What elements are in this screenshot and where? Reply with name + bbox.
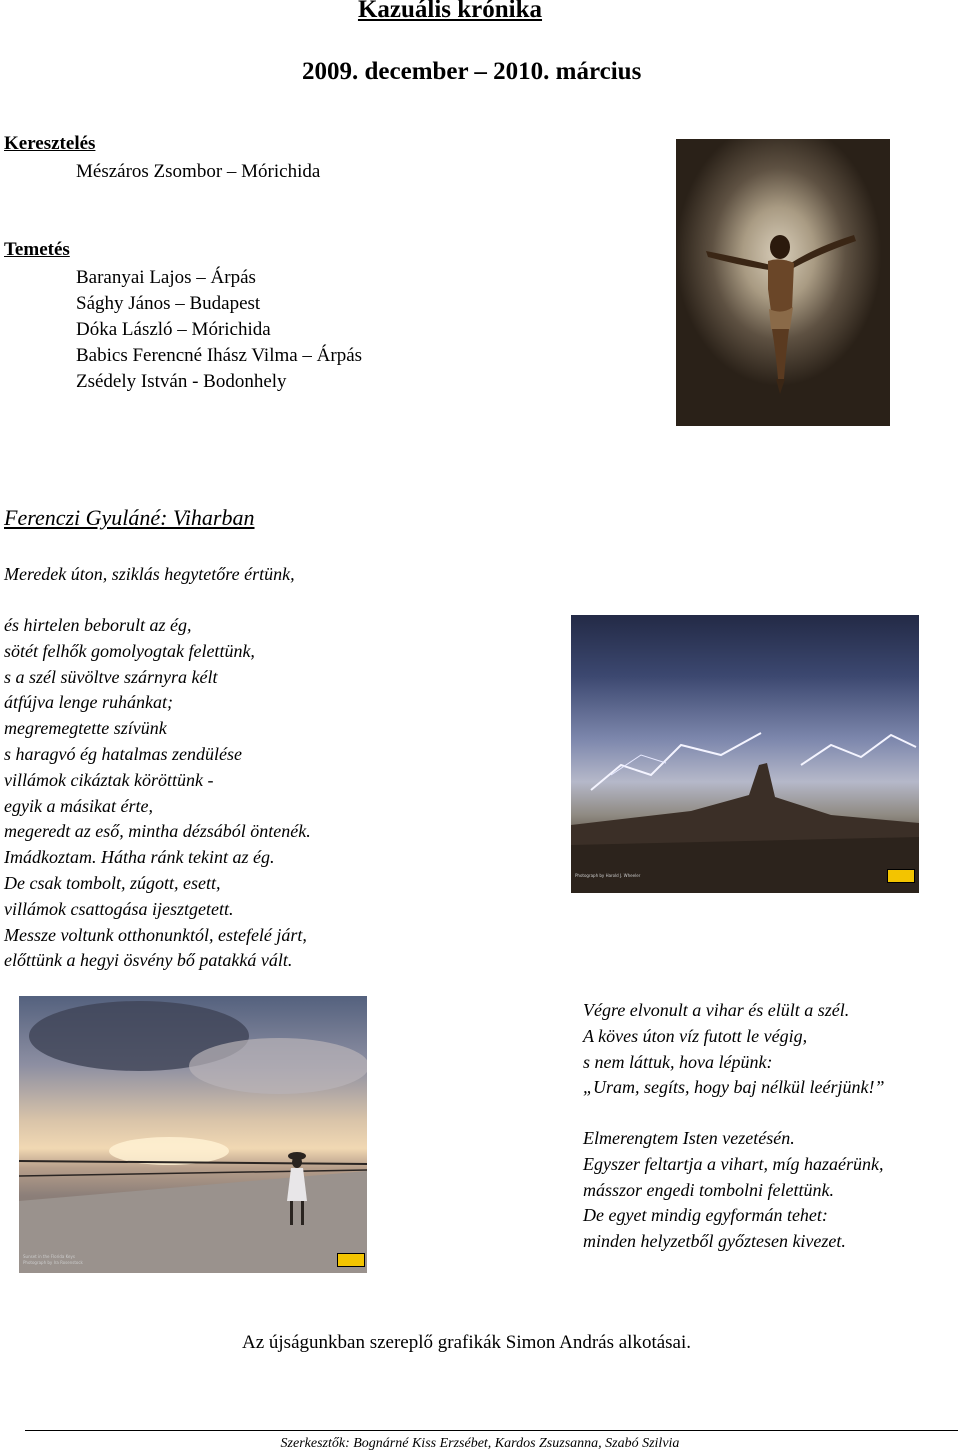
- poem-line: és hirtelen beborult az ég,: [4, 615, 192, 635]
- graphics-credit: Az újságunkban szereplő grafikák Simon András alkotásai.: [242, 1332, 692, 1353]
- sunset-caption-title: Sunset in the Florida Keys: [23, 1254, 75, 1259]
- funeral-entry: Zsédely István - Bodonhely: [76, 371, 287, 392]
- poem-stanza-3: [583, 1126, 883, 1255]
- lightning-caption: Photograph by Harold J. Wheeler: [575, 873, 641, 878]
- poem-line: megeredt az eső, mintha dézsából öntenék.: [4, 821, 311, 842]
- baptism-entry: Mészáros Zsombor – Mórichida: [76, 161, 321, 182]
- poem-line: „Uram, segíts, hogy baj nélkül leérjünk!”: [583, 1077, 885, 1098]
- poem-line: másszor engedi tombolni felettünk.: [583, 1179, 834, 1200]
- poem-line: Egyszer feltartja a vihart, míg hazaérünk,: [583, 1153, 884, 1174]
- footer-rule: [25, 1430, 958, 1431]
- funeral-entry: Baranyai Lajos – Árpás: [76, 267, 256, 288]
- national-geographic-logo: [887, 869, 915, 883]
- poem-line: De csak tombolt, zúgott, esett,: [4, 872, 221, 893]
- funeral-heading: Temetés: [4, 239, 70, 260]
- page-title: Kazuális krónika: [357, 0, 543, 23]
- poem-line: Elmerengtem Isten vezetésén.: [583, 1128, 795, 1148]
- sunset-pier-photo: [19, 996, 367, 1273]
- date-range: 2009. december – 2010. március: [302, 58, 642, 85]
- poem-line: s a szél süvöltve szárnyra kélt: [4, 666, 218, 687]
- poem-line: minden helyzetből győztesen kivezet.: [583, 1231, 846, 1252]
- crucifix-photo: [676, 139, 890, 426]
- poem-line: Imádkoztam. Hátha ránk tekint az ég.: [4, 847, 275, 868]
- poem-stanza-2: [583, 998, 884, 1101]
- poem-line: Messze voltunk otthonunktól, estefelé járt,: [4, 924, 307, 945]
- poem-line: s haragvó ég hatalmas zendülése: [4, 743, 242, 764]
- poem-line: A köves úton víz futott le végig,: [583, 1025, 808, 1046]
- poem-title: Ferenczi Gyuláné: Viharban: [4, 505, 255, 530]
- lightning-scene: [571, 615, 919, 893]
- poem-line: sötét felhők gomolyogtak felettünk,: [4, 640, 255, 661]
- poem-line: Végre elvonult a vihar és elült a szél.: [583, 1000, 850, 1020]
- poem-line: átfújva lenge ruhánkat;: [4, 692, 173, 713]
- poem-line: előttünk a hegyi ösvény bő patakká vált.: [4, 950, 293, 971]
- poem-first-line: Meredek úton, sziklás hegytetőre értünk,: [4, 564, 295, 584]
- poem-line: s nem láttuk, hova lépünk:: [583, 1051, 773, 1072]
- poem-stanza-1: [4, 613, 311, 974]
- editors-footer: Szerkesztők: Bognárné Kiss Erzsébet, Kardos Zsuzsanna, Szabó Szilvia: [280, 1436, 680, 1451]
- funeral-entry: Babics Ferencné Ihász Vilma – Árpás: [76, 345, 363, 366]
- poem-line: villámok cikáztak köröttünk -: [4, 769, 214, 790]
- poem-line: megremegtette szívünk: [4, 718, 167, 739]
- baptism-heading: Keresztelés: [4, 133, 96, 154]
- funeral-entry: Dóka László – Mórichida: [76, 319, 271, 340]
- crucifix-figure: [676, 139, 890, 426]
- sunset-scene: [19, 996, 367, 1273]
- poem-line: egyik a másikat érte,: [4, 795, 153, 816]
- funeral-entry: Sághy János – Budapest: [76, 293, 261, 314]
- sunset-caption-credit: Photograph by Ira Rosenstock: [23, 1260, 83, 1265]
- funeral-list: [76, 265, 362, 395]
- poem-line: villámok csattogása ijesztgetett.: [4, 898, 234, 919]
- national-geographic-logo: [337, 1253, 365, 1267]
- lightning-photo: [571, 615, 919, 893]
- poem-line: De egyet mindig egyformán tehet:: [583, 1205, 828, 1226]
